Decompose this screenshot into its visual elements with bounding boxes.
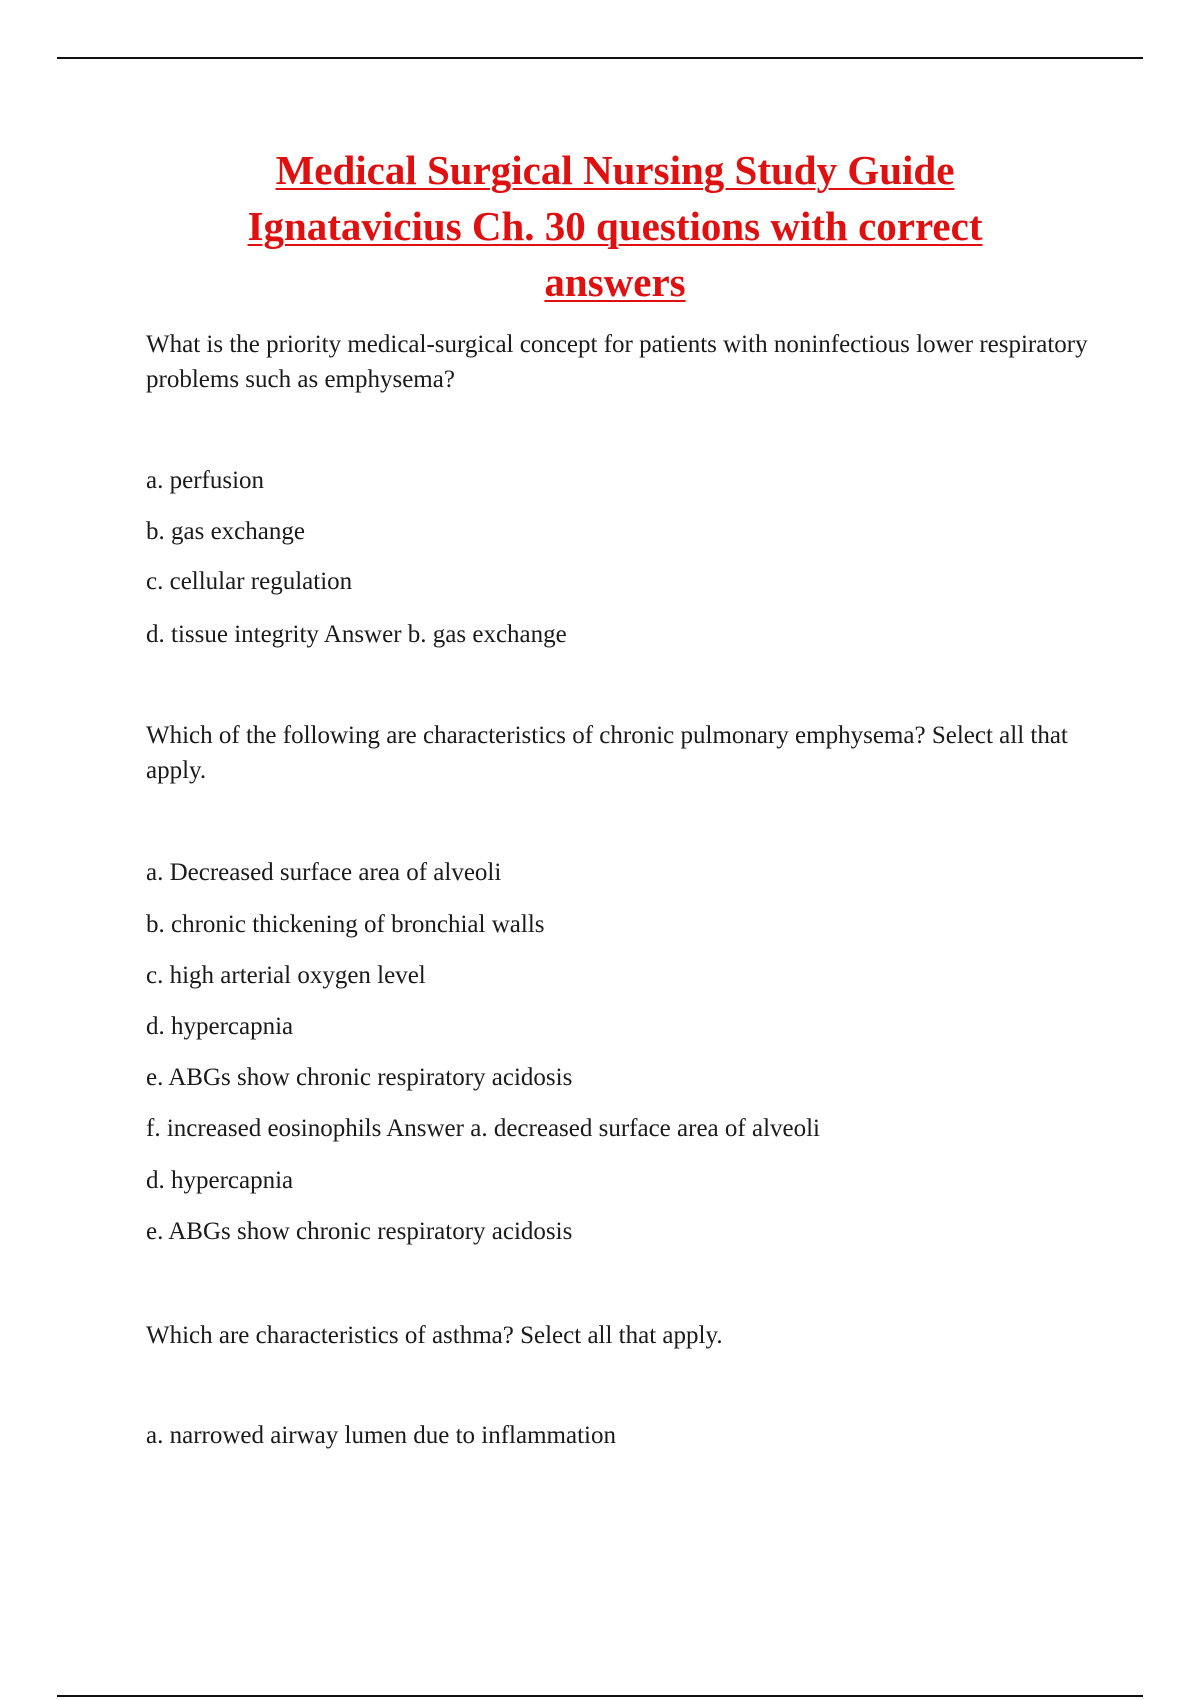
question-2-option-e: e. ABGs show chronic respiratory acidosis <box>146 1064 573 1091</box>
question-3-option-a: a. narrowed airway lumen due to inflammation <box>146 1422 616 1449</box>
question-1-option-d-answer: d. tissue integrity Answer b. gas exchange <box>146 621 567 648</box>
question-1-option-b: b. gas exchange <box>146 518 305 545</box>
document-title <box>130 142 1100 310</box>
question-2-answer-d: d. hypercapnia <box>146 1167 294 1194</box>
top-rule <box>57 57 1143 59</box>
question-2-option-f-answer: f. increased eosinophils Answer a. decreased surface area of alveoli <box>146 1115 820 1142</box>
question-2-option-c: c. high arterial oxygen level <box>146 962 426 989</box>
title-line-2: Ignatavicius Ch. 30 questions with correct <box>247 203 983 249</box>
title-line-1: Medical Surgical Nursing Study Guide <box>275 147 955 193</box>
bottom-rule <box>57 1695 1143 1697</box>
question-2-text: Which of the following are characteristics of chronic pulmonary emphysema? Select all that apply. <box>146 722 1068 784</box>
question-2-option-a: a. Decreased surface area of alveoli <box>146 859 502 886</box>
question-2-option-b: b. chronic thickening of bronchial walls <box>146 911 545 938</box>
question-1-option-c: c. cellular regulation <box>146 568 353 595</box>
question-2-answer-e: e. ABGs show chronic respiratory acidosis <box>146 1218 573 1245</box>
question-2-option-d: d. hypercapnia <box>146 1013 294 1040</box>
question-1-text: What is the priority medical-surgical concept for patients with noninfectious lower respiratory problems such as emphysema? <box>146 331 1088 393</box>
title-line-3: answers <box>544 259 686 305</box>
question-1-option-a: a. perfusion <box>146 467 265 494</box>
question-3-text: Which are characteristics of asthma? Select all that apply. <box>146 1322 723 1349</box>
